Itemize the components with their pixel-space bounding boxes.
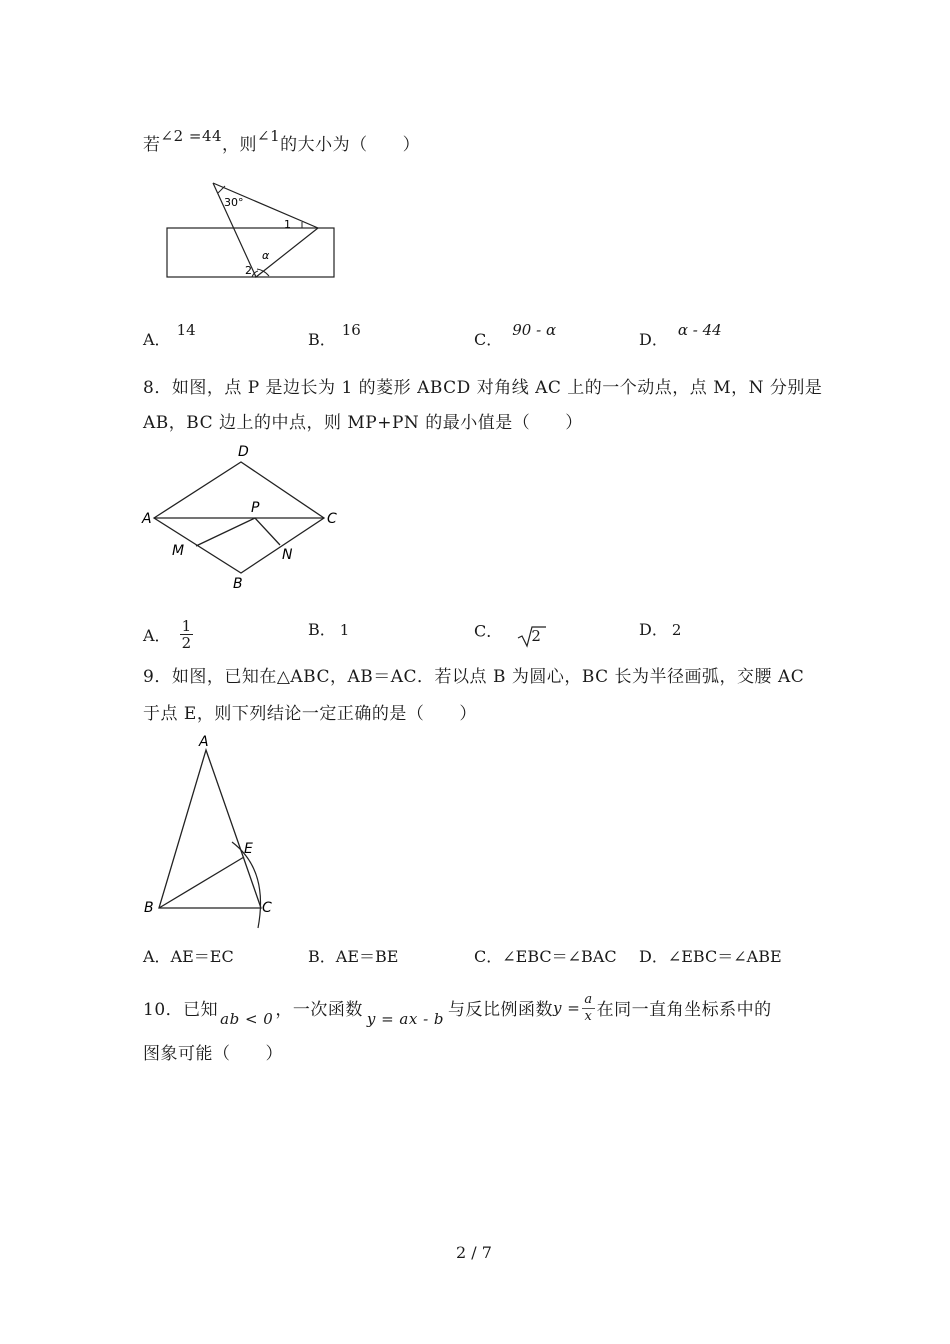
- q9-label-e: E: [244, 841, 253, 857]
- q7-option-c[interactable]: C． 90 - α: [474, 321, 557, 349]
- q10-inverse-fraction: $\frac{a}{x}$: [584, 992, 593, 1024]
- q8-label-c: C: [327, 511, 337, 527]
- q9-option-c[interactable]: C．∠EBC＝∠BAC: [474, 947, 617, 966]
- q8-stem-line1: 8．如图，点 P 是边长为 1 的菱形 ABCD 对角线 AC 上的一个动点，点 M，N 分别是: [143, 378, 823, 398]
- q10-linear-function: y = ax - b: [366, 1010, 445, 1028]
- q8-label-m: M: [172, 543, 185, 559]
- q8-option-c[interactable]: C． 2: [474, 620, 547, 644]
- q8-figure: [140, 440, 350, 595]
- q8-label-n: N: [282, 547, 293, 563]
- q8-label-d: D: [238, 444, 249, 460]
- page-number: 2 / 7: [456, 1243, 492, 1262]
- q9-option-b[interactable]: B．AE＝BE: [308, 947, 399, 966]
- q7-label-alpha: α: [262, 249, 270, 262]
- q7-option-a[interactable]: A． 14: [143, 321, 196, 349]
- q8-stem-line2: AB，BC 边上的中点，则 MP+PN 的最小值是（ ）: [143, 413, 583, 433]
- q7-option-b[interactable]: B． 16: [308, 321, 361, 349]
- q9-option-d[interactable]: D．∠EBC＝∠ABE: [639, 947, 782, 966]
- q7-angle2: ∠2 =44: [160, 127, 223, 145]
- q7-option-d[interactable]: D． α - 44: [639, 321, 722, 349]
- q7-angle1: ∠1: [257, 127, 281, 145]
- q9-option-a[interactable]: A．AE＝EC: [143, 947, 234, 966]
- q10-inverse-lhs: y =: [553, 999, 581, 1017]
- q7-label-30: 30°: [224, 196, 244, 209]
- q10-stem-line2: 图象可能（ ）: [143, 1044, 283, 1064]
- q8-label-b: B: [233, 576, 243, 592]
- q8-option-b[interactable]: B． 1: [308, 620, 350, 639]
- q7-figure: [160, 176, 345, 286]
- q9-stem-line1: 9．如图，已知在△ABC，AB＝AC．若以点 B 为圆心，BC 长为半径画弧，交腰 AC: [143, 667, 805, 687]
- q7-label-2: 2: [245, 264, 252, 277]
- q8-fraction-half: $\frac{1}{2}$: [181, 617, 192, 652]
- q9-label-c: C: [262, 900, 272, 916]
- q9-label-a: A: [199, 734, 209, 750]
- q9-triangle: [159, 750, 261, 908]
- q8-path-mpn: [196, 518, 280, 546]
- q10-condition: ab < 0: [220, 1010, 274, 1028]
- q8-label-p: P: [251, 500, 260, 516]
- q9-stem-line2: 于点 E，则下列结论一定正确的是（ ）: [143, 704, 477, 724]
- q7-label-1: 1: [284, 218, 291, 231]
- q8-label-a: A: [142, 511, 152, 527]
- q9-figure: [140, 730, 285, 930]
- q10-stem-line1: 10．已知 ab < 0 ，一次函数 y = ax - b 与反比例函数y = $\frac{a}{x}$ 在同一直角坐标系中的: [143, 992, 772, 1028]
- q7-stem: 若∠2 =44，则∠1的大小为（ ）: [143, 127, 421, 155]
- q8-option-a[interactable]: A． $\frac{1}{2}$: [143, 617, 192, 652]
- q9-label-b: B: [144, 900, 154, 916]
- q8-option-d[interactable]: D． 2: [639, 620, 682, 639]
